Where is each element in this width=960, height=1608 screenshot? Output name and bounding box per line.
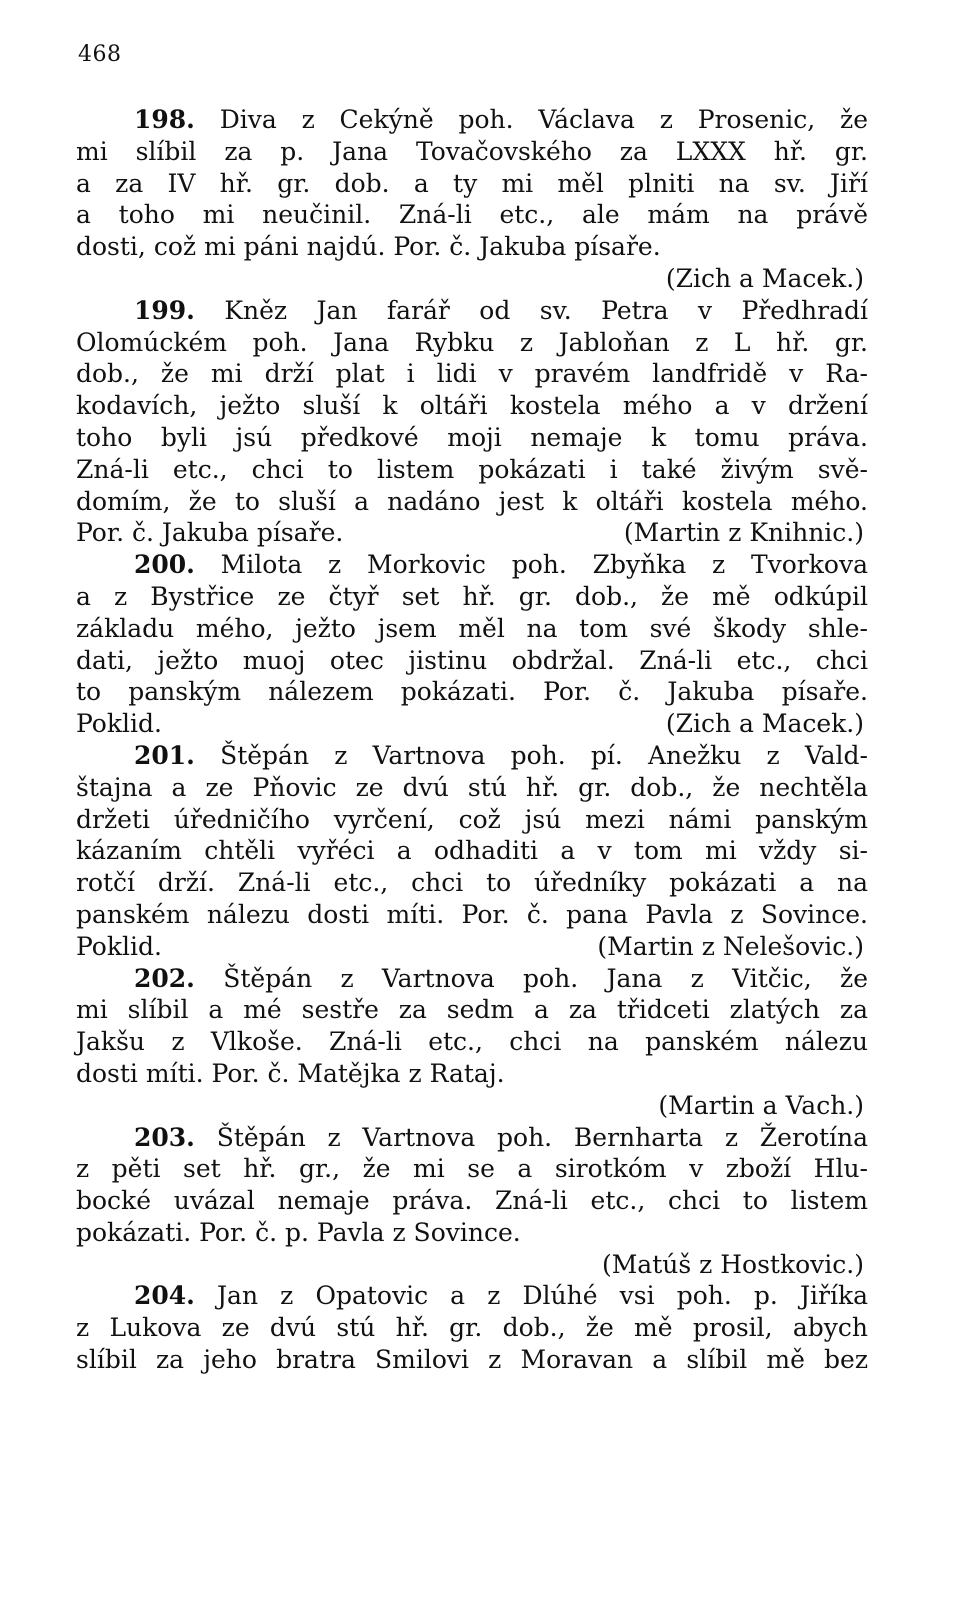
text-line-with-witness (76, 708, 868, 740)
text-line: panském nálezu dosti míti. Por. č. pana Pavla z Sovince. (76, 899, 868, 929)
witness-note: (Martin a Vach.) (658, 1090, 864, 1120)
line-text: Poklid. (76, 709, 162, 739)
entry-first-line (76, 740, 868, 772)
entry-number: 202. (134, 963, 195, 993)
text-line: dob., že mi drží plat i lidi v pravém landfridě v Ra- (76, 359, 868, 389)
text-line: štajna a ze Pňovic ze dvú stú hř. gr. dob., že nechtěla (76, 772, 868, 802)
entry-text: Diva z Cekýně poh. Václava z Prosenic, že (219, 105, 868, 134)
entry-number: 201. (134, 740, 195, 770)
text-line: domím, že to sluší a nadáno jest k oltáři kostela mého. (76, 486, 868, 516)
text-line: držeti úředničího vyrčení, což jsú mezi námi panským (76, 804, 868, 834)
text-line: Olomúckém poh. Jana Rybku z Jabloňan z L hř. gr. (76, 327, 868, 357)
text-line: bocké uvázal nemaje práva. Zná-li etc., chci to listem (76, 1186, 868, 1216)
text-line: základu mého, ježto jsem měl na tom své škody shle- (76, 613, 868, 643)
text-line: Jakšu z Vlkoše. Zná-li etc., chci na panském nálezu (76, 1027, 868, 1057)
entry-first-line (76, 963, 868, 995)
entry-text: Kněz Jan farář od sv. Petra v Předhradí (224, 295, 868, 325)
entry-text: Jan z Opatovic a z Dlúhé vsi poh. p. Jiříka (217, 1281, 868, 1311)
entry-text: Štěpán z Vartnova poh. pí. Anežku z Vald- (220, 740, 868, 770)
text-line: toho byli jsú předkové moji nemaje k tomu práva. (76, 422, 868, 452)
witness-note: (Zich a Macek.) (665, 263, 864, 293)
text-line: a toho mi neučinil. Zná-li etc., ale mám na právě (76, 200, 868, 230)
entry-number: 199. (134, 295, 195, 325)
witness-note: (Martin z Knihnic.) (623, 518, 864, 548)
entry-text: Milota z Morkovic poh. Zbyňka z Tvorkova (220, 550, 868, 580)
witness-note: (Martin z Nelešovic.) (597, 931, 864, 961)
text-line: a za IV hř. gr. dob. a ty mi měl plniti na sv. Jiří (76, 168, 868, 198)
page-text-body (76, 104, 868, 1376)
entry-number: 204. (134, 1281, 195, 1311)
text-line: mi slíbil a mé sestře za sedm a za třidceti zlatých za (76, 995, 868, 1025)
text-line: z pěti set hř. gr., že mi se a sirotkóm v zboží Hlu- (76, 1154, 868, 1184)
entry-first-line (76, 295, 868, 327)
text-line: slíbil za jeho bratra Smilovi z Moravan a slíbil mě bez (76, 1345, 868, 1375)
witness-note: (Zich a Macek.) (665, 709, 864, 739)
entry-first-line (76, 549, 868, 581)
text-line: kodavích, ježto sluší k oltáři kostela mého a v držení (76, 391, 868, 421)
text-line: z Lukova ze dvú stú hř. gr. dob., že mě prosil, abych (76, 1313, 868, 1343)
text-line: dosti, což mi páni najdú. Por. č. Jakuba písaře. (76, 232, 661, 262)
text-line: dosti míti. Por. č. Matějka z Rataj. (76, 1058, 505, 1088)
entry-number: 203. (134, 1122, 195, 1152)
entry-first-line (76, 104, 868, 136)
text-line: a z Bystřice ze čtyř set hř. gr. dob., že mě odkúpil (76, 581, 868, 611)
page-number: 468 (78, 42, 122, 67)
entry-text: Štěpán z Vartnova poh. Jana z Vitčic, že (223, 963, 868, 993)
text-line-with-witness (76, 517, 868, 549)
entry-number: 200. (134, 550, 195, 580)
entry-first-line (76, 1122, 868, 1154)
entry-text: Štěpán z Vartnova poh. Bernharta z Žerotína (216, 1122, 868, 1152)
entry-number: 198. (134, 105, 195, 134)
text-line: Zná-li etc., chci to listem pokázati i také živým svě- (76, 454, 868, 484)
text-line: kázaním chtěli vyřéci a odhaditi a v tom mi vždy si- (76, 836, 868, 866)
text-line: dati, ježto muoj otec jistinu obdržal. Zná-li etc., chci (76, 645, 868, 675)
text-line: rotčí drží. Zná-li etc., chci to úředníky pokázati a na (76, 868, 868, 898)
text-line-with-witness (76, 931, 868, 963)
entry-first-line (76, 1280, 868, 1312)
text-line: pokázati. Por. č. p. Pavla z Sovince. (76, 1217, 521, 1247)
line-text: Poklid. (76, 931, 162, 961)
line-text: Por. č. Jakuba písaře. (76, 518, 344, 548)
text-line: mi slíbil za p. Jana Tovačovského za LXXX hř. gr. (76, 136, 868, 166)
text-line: to panským nálezem pokázati. Por. č. Jakuba písaře. (76, 677, 868, 707)
witness-note: (Matúš z Hostkovic.) (601, 1249, 864, 1279)
